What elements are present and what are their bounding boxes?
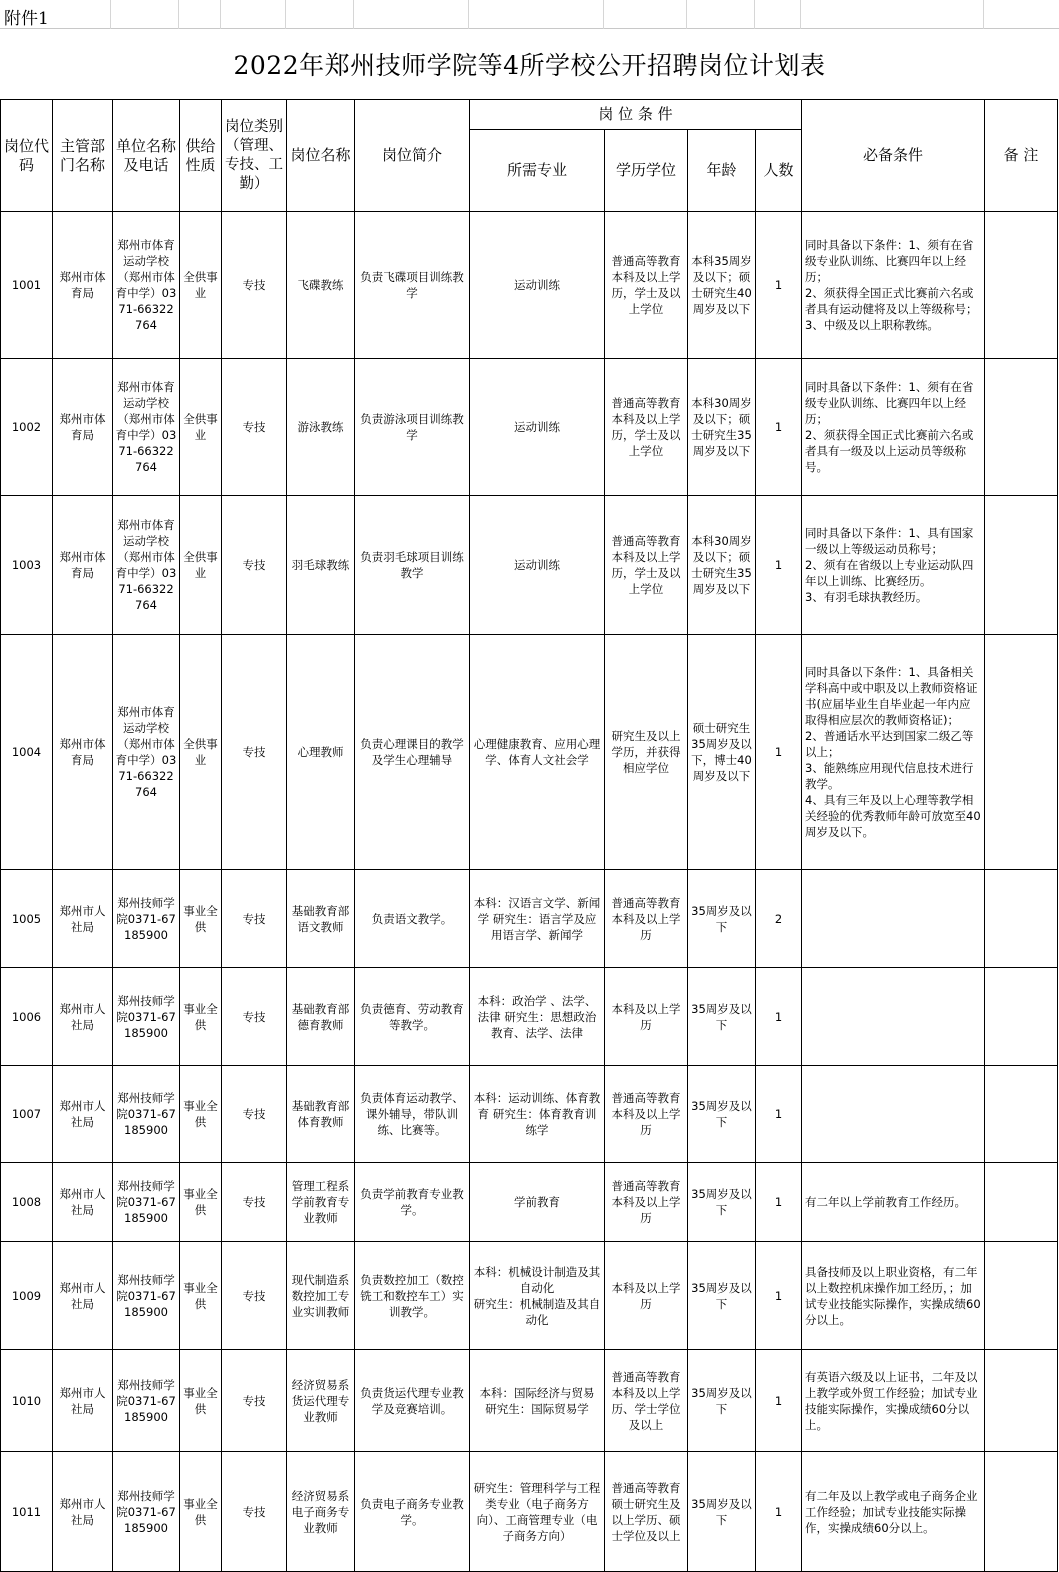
cell-unit[interactable]: 郑州市体育运动学校（郑州市体育中学）0371-66322764 (113, 359, 180, 496)
cell-major[interactable]: 运动训练 (470, 496, 605, 635)
cell-remark[interactable] (985, 212, 1058, 359)
cell-remark[interactable] (985, 870, 1058, 968)
cell-major[interactable]: 运动训练 (470, 359, 605, 496)
cell-count[interactable]: 1 (756, 968, 802, 1066)
table-row (1, 1350, 1058, 1452)
cell-age[interactable]: 35周岁及以下 (688, 1163, 756, 1242)
cell-required[interactable]: 有英语六级及以上证书，二年及以上教学或外贸工作经验；加试专业技能实际操作，实操成绩60分以上。 (802, 1350, 985, 1452)
header-required[interactable]: 必备条件 (802, 100, 985, 212)
cell-remark[interactable] (985, 1242, 1058, 1350)
cell-intro[interactable]: 负责学前教育专业教学。 (355, 1163, 470, 1242)
cell-funding[interactable]: 全供事业 (180, 635, 222, 870)
table-row (1, 635, 1058, 870)
cell-required[interactable]: 同时具备以下条件：1、须有在省级专业队训练、比赛四年以上经历； 2、须获得全国正式比赛前六名或者具有一级及以上运动员等级称号。 (802, 359, 985, 496)
cell-remark[interactable] (985, 1452, 1058, 1572)
cell-code[interactable]: 1006 (1, 968, 53, 1066)
cell-age[interactable]: 35周岁及以下 (688, 870, 756, 968)
table-row (1, 968, 1058, 1066)
cell-dept[interactable]: 郑州市人社局 (53, 1242, 113, 1350)
cell-count[interactable]: 1 (756, 635, 802, 870)
cell-name[interactable]: 心理教师 (287, 635, 355, 870)
cell-required[interactable]: 有二年及以上教学或电子商务企业工作经验；加试专业技能实际操作，实操成绩60分以上。 (802, 1452, 985, 1572)
cell-edu[interactable]: 普通高等教育本科及以上学历 (605, 870, 688, 968)
cell-category[interactable]: 专技 (222, 1066, 287, 1163)
cell-remark[interactable] (985, 635, 1058, 870)
header-major[interactable]: 所需专业 (470, 130, 605, 212)
cell-unit[interactable]: 郑州技师学院0371-67185900 (113, 1163, 180, 1242)
cell-unit[interactable]: 郑州技师学院0371-67185900 (113, 1452, 180, 1572)
cell-code[interactable]: 1007 (1, 1066, 53, 1163)
cell-remark[interactable] (985, 496, 1058, 635)
cell-age[interactable]: 35周岁及以下 (688, 1350, 756, 1452)
cell-name[interactable]: 经济贸易系货运代理专业教师 (287, 1350, 355, 1452)
cell-dept[interactable]: 郑州市人社局 (53, 1452, 113, 1572)
cell-required[interactable]: 同时具备以下条件：1、须有在省级专业队训练、比赛四年以上经历； 2、须获得全国正式比赛前六名或者具有运动健将及以上等级称号； 3、中级及以上职称教练。 (802, 212, 985, 359)
table-row (1, 1163, 1058, 1242)
cell-category[interactable]: 专技 (222, 1452, 287, 1572)
cell-remark[interactable] (985, 1163, 1058, 1242)
cell-edu[interactable]: 普通高等教育硕士研究生及以上学历、硕士学位及以上 (605, 1452, 688, 1572)
cell-intro[interactable]: 负责飞碟项目训练教学 (355, 212, 470, 359)
cell-intro[interactable]: 负责数控加工（数控铣工和数控车工）实训教学。 (355, 1242, 470, 1350)
cell-unit[interactable]: 郑州技师学院0371-67185900 (113, 870, 180, 968)
cell-name[interactable]: 基础教育部体育教师 (287, 1066, 355, 1163)
cell-age[interactable]: 本科30周岁及以下；硕士研究生35周岁及以下 (688, 359, 756, 496)
header-count[interactable]: 人数 (756, 130, 802, 212)
cell-unit[interactable]: 郑州技师学院0371-67185900 (113, 968, 180, 1066)
cell-code[interactable]: 1010 (1, 1350, 53, 1452)
cell-funding[interactable]: 事业全供 (180, 1242, 222, 1350)
cell-funding[interactable]: 事业全供 (180, 870, 222, 968)
cell-required[interactable] (802, 968, 985, 1066)
cell-funding[interactable]: 全供事业 (180, 496, 222, 635)
cell-category[interactable]: 专技 (222, 496, 287, 635)
cell-code[interactable]: 1008 (1, 1163, 53, 1242)
cell-age[interactable]: 硕士研究生35周岁及以下，博士40周岁及以下 (688, 635, 756, 870)
header-remark[interactable]: 备 注 (985, 100, 1058, 212)
cell-code[interactable]: 1002 (1, 359, 53, 496)
cell-edu[interactable]: 普通高等教育本科及以上学历，学士及以上学位 (605, 359, 688, 496)
cell-code[interactable]: 1005 (1, 870, 53, 968)
cell-dept[interactable]: 郑州市体育局 (53, 635, 113, 870)
cell-name[interactable]: 基础教育部语文教师 (287, 870, 355, 968)
recruitment-table (0, 99, 1058, 1572)
cell-unit[interactable]: 郑州技师学院0371-67185900 (113, 1242, 180, 1350)
cell-intro[interactable]: 负责游泳项目训练教学 (355, 359, 470, 496)
cell-dept[interactable]: 郑州市人社局 (53, 968, 113, 1066)
table-row (1, 1452, 1058, 1572)
cell-remark[interactable] (985, 1350, 1058, 1452)
cell-dept[interactable]: 郑州市体育局 (53, 212, 113, 359)
cell-code[interactable]: 1003 (1, 496, 53, 635)
cell-funding[interactable]: 事业全供 (180, 1163, 222, 1242)
cell-count[interactable]: 1 (756, 1066, 802, 1163)
cell-major[interactable]: 本科：机械设计制造及其自动化 研究生：机械制造及其自动化 (470, 1242, 605, 1350)
cell-category[interactable]: 专技 (222, 359, 287, 496)
cell-required[interactable] (802, 870, 985, 968)
cell-major[interactable]: 心理健康教育、应用心理学、体育人文社会学 (470, 635, 605, 870)
cell-category[interactable]: 专技 (222, 1163, 287, 1242)
cell-edu[interactable]: 普通高等教育本科及以上学历，学士及以上学位 (605, 496, 688, 635)
cell-funding[interactable]: 事业全供 (180, 1066, 222, 1163)
cell-count[interactable]: 1 (756, 1242, 802, 1350)
cell-age[interactable]: 35周岁及以下 (688, 968, 756, 1066)
cell-name[interactable]: 基础教育部德育教师 (287, 968, 355, 1066)
cell-count[interactable]: 1 (756, 496, 802, 635)
cell-count[interactable]: 1 (756, 212, 802, 359)
cell-category[interactable]: 专技 (222, 635, 287, 870)
cell-major[interactable]: 本科：运动训练、体育教育 研究生：体育教育训练学 (470, 1066, 605, 1163)
table-row (1, 870, 1058, 968)
cell-code[interactable]: 1004 (1, 635, 53, 870)
cell-name[interactable]: 经济贸易系电子商务专业教师 (287, 1452, 355, 1572)
cell-age[interactable]: 35周岁及以下 (688, 1242, 756, 1350)
cell-major[interactable]: 学前教育 (470, 1163, 605, 1242)
cell-funding[interactable]: 事业全供 (180, 1350, 222, 1452)
cell-required[interactable]: 有二年以上学前教育工作经历。 (802, 1163, 985, 1242)
cell-required[interactable]: 同时具备以下条件：1、具有国家一级以上等级运动员称号； 2、须有在省级以上专业运动队四年以上训练、比赛经历。 3、有羽毛球执教经历。 (802, 496, 985, 635)
cell-required[interactable] (802, 1066, 985, 1163)
cell-dept[interactable]: 郑州市体育局 (53, 496, 113, 635)
cell-age[interactable]: 本科30周岁及以下；硕士研究生35周岁及以下 (688, 496, 756, 635)
cell-funding[interactable]: 事业全供 (180, 968, 222, 1066)
cell-major[interactable]: 本科：国际经济与贸易 研究生：国际贸易学 (470, 1350, 605, 1452)
cell-code[interactable]: 1011 (1, 1452, 53, 1572)
cell-dept[interactable]: 郑州市人社局 (53, 1066, 113, 1163)
cell-age[interactable]: 35周岁及以下 (688, 1066, 756, 1163)
cell-major[interactable]: 运动训练 (470, 212, 605, 359)
cell-category[interactable]: 专技 (222, 1350, 287, 1452)
cell-dept[interactable]: 郑州市人社局 (53, 1163, 113, 1242)
cell-major[interactable]: 研究生：管理科学与工程类专业（电子商务方向）、工商管理专业（电子商务方向） (470, 1452, 605, 1572)
cell-intro[interactable]: 负责货运代理专业教学及竞赛培训。 (355, 1350, 470, 1452)
cell-category[interactable]: 专技 (222, 870, 287, 968)
header-intro[interactable]: 岗位简介 (355, 100, 470, 212)
cell-category[interactable]: 专技 (222, 968, 287, 1066)
cell-funding[interactable]: 事业全供 (180, 1452, 222, 1572)
table-row (1, 212, 1058, 359)
cell-dept[interactable]: 郑州市人社局 (53, 1350, 113, 1452)
table-row (1, 1066, 1058, 1163)
cell-required[interactable]: 同时具备以下条件：1、具备相关学科高中或中职及以上教师资格证书(应届毕业生自毕业起一年内应取得相应层次的教师资格证)； 2、普通话水平达到国家二级乙等以上； 3、能熟练应用现代信息技术进行教学。 4、具有三年及以上心理等教学相关经验的优秀教师年龄可放宽至40周岁及以下。 (802, 635, 985, 870)
cell-code[interactable]: 1001 (1, 212, 53, 359)
cell-age[interactable]: 35周岁及以下 (688, 1452, 756, 1572)
cell-unit[interactable]: 郑州市体育运动学校（郑州市体育中学）0371-66322764 (113, 212, 180, 359)
header-name[interactable]: 岗位名称 (287, 100, 355, 212)
cell-name[interactable]: 管理工程系学前教育专业教师 (287, 1163, 355, 1242)
cell-count[interactable]: 1 (756, 1163, 802, 1242)
cell-count[interactable]: 2 (756, 870, 802, 968)
cell-count[interactable]: 1 (756, 1452, 802, 1572)
cell-intro[interactable]: 负责体育运动教学、课外辅导，带队训练、比赛等。 (355, 1066, 470, 1163)
header-edu[interactable]: 学历学位 (605, 130, 688, 212)
cell-name[interactable]: 飞碟教练 (287, 212, 355, 359)
cell-unit[interactable]: 郑州技师学院0371-67185900 (113, 1350, 180, 1452)
attachment-label[interactable]: 附件1 (4, 9, 49, 29)
cell-remark[interactable] (985, 359, 1058, 496)
header-age[interactable]: 年龄 (688, 130, 756, 212)
header-unit[interactable]: 单位名称及电话 (113, 100, 180, 212)
cell-category[interactable]: 专技 (222, 212, 287, 359)
cell-remark[interactable] (985, 968, 1058, 1066)
table-row (1, 359, 1058, 496)
cell-edu[interactable]: 研究生及以上学历，并获得相应学位 (605, 635, 688, 870)
cell-name[interactable]: 羽毛球教练 (287, 496, 355, 635)
cell-name[interactable]: 现代制造系数控加工专业实训教师 (287, 1242, 355, 1350)
cell-intro[interactable]: 负责羽毛球项目训练教学 (355, 496, 470, 635)
cell-edu[interactable]: 本科及以上学历 (605, 968, 688, 1066)
cell-unit[interactable]: 郑州市体育运动学校（郑州市体育中学）0371-66322764 (113, 496, 180, 635)
cell-intro[interactable]: 负责心理课目的教学及学生心理辅导 (355, 635, 470, 870)
table-row (1, 1242, 1058, 1350)
cell-intro[interactable]: 负责德育、劳动教育等教学。 (355, 968, 470, 1066)
header-dept[interactable]: 主管部门名称 (53, 100, 113, 212)
table-row (1, 496, 1058, 635)
cell-edu[interactable]: 普通高等教育本科及以上学历 (605, 1066, 688, 1163)
cell-intro[interactable]: 负责语文教学。 (355, 870, 470, 968)
page-title[interactable]: 2022年郑州技师学院等4所学校公开招聘岗位计划表 (233, 51, 826, 80)
header-conditions[interactable]: 岗 位 条 件 (470, 100, 802, 130)
cell-dept[interactable]: 郑州市体育局 (53, 359, 113, 496)
cell-dept[interactable]: 郑州市人社局 (53, 870, 113, 968)
top-row (0, 0, 1059, 29)
cell-count[interactable]: 1 (756, 1350, 802, 1452)
cell-funding[interactable]: 全供事业 (180, 212, 222, 359)
cell-code[interactable]: 1009 (1, 1242, 53, 1350)
cell-edu[interactable]: 普通高等教育本科及以上学历，学士及以上学位 (605, 212, 688, 359)
cell-edu[interactable]: 普通高等教育本科及以上学历、学士学位及以上 (605, 1350, 688, 1452)
cell-major[interactable]: 本科：汉语言文学、新闻学 研究生：语言学及应用语言学、新闻学 (470, 870, 605, 968)
header-category[interactable]: 岗位类别（管理、专技、工勤） (222, 100, 287, 212)
cell-name[interactable]: 游泳教练 (287, 359, 355, 496)
header-funding[interactable]: 供给性质 (180, 100, 222, 212)
cell-intro[interactable]: 负责电子商务专业教学。 (355, 1452, 470, 1572)
cell-unit[interactable]: 郑州技师学院0371-67185900 (113, 1066, 180, 1163)
cell-age[interactable]: 本科35周岁及以下；硕士研究生40周岁及以下 (688, 212, 756, 359)
cell-count[interactable]: 1 (756, 359, 802, 496)
cell-edu[interactable]: 普通高等教育本科及以上学历 (605, 1163, 688, 1242)
cell-category[interactable]: 专技 (222, 1242, 287, 1350)
cell-unit[interactable]: 郑州市体育运动学校（郑州市体育中学）0371-66322764 (113, 635, 180, 870)
cell-funding[interactable]: 全供事业 (180, 359, 222, 496)
cell-edu[interactable]: 本科及以上学历 (605, 1242, 688, 1350)
header-code[interactable]: 岗位代码 (1, 100, 53, 212)
cell-remark[interactable] (985, 1066, 1058, 1163)
cell-required[interactable]: 具备技师及以上职业资格，有二年以上数控机床操作加工经历，；加试专业技能实际操作，实操成绩60分以上。 (802, 1242, 985, 1350)
cell-major[interactable]: 本科：政治学 、法学、法律 研究生：思想政治教育、法学、法律 (470, 968, 605, 1066)
